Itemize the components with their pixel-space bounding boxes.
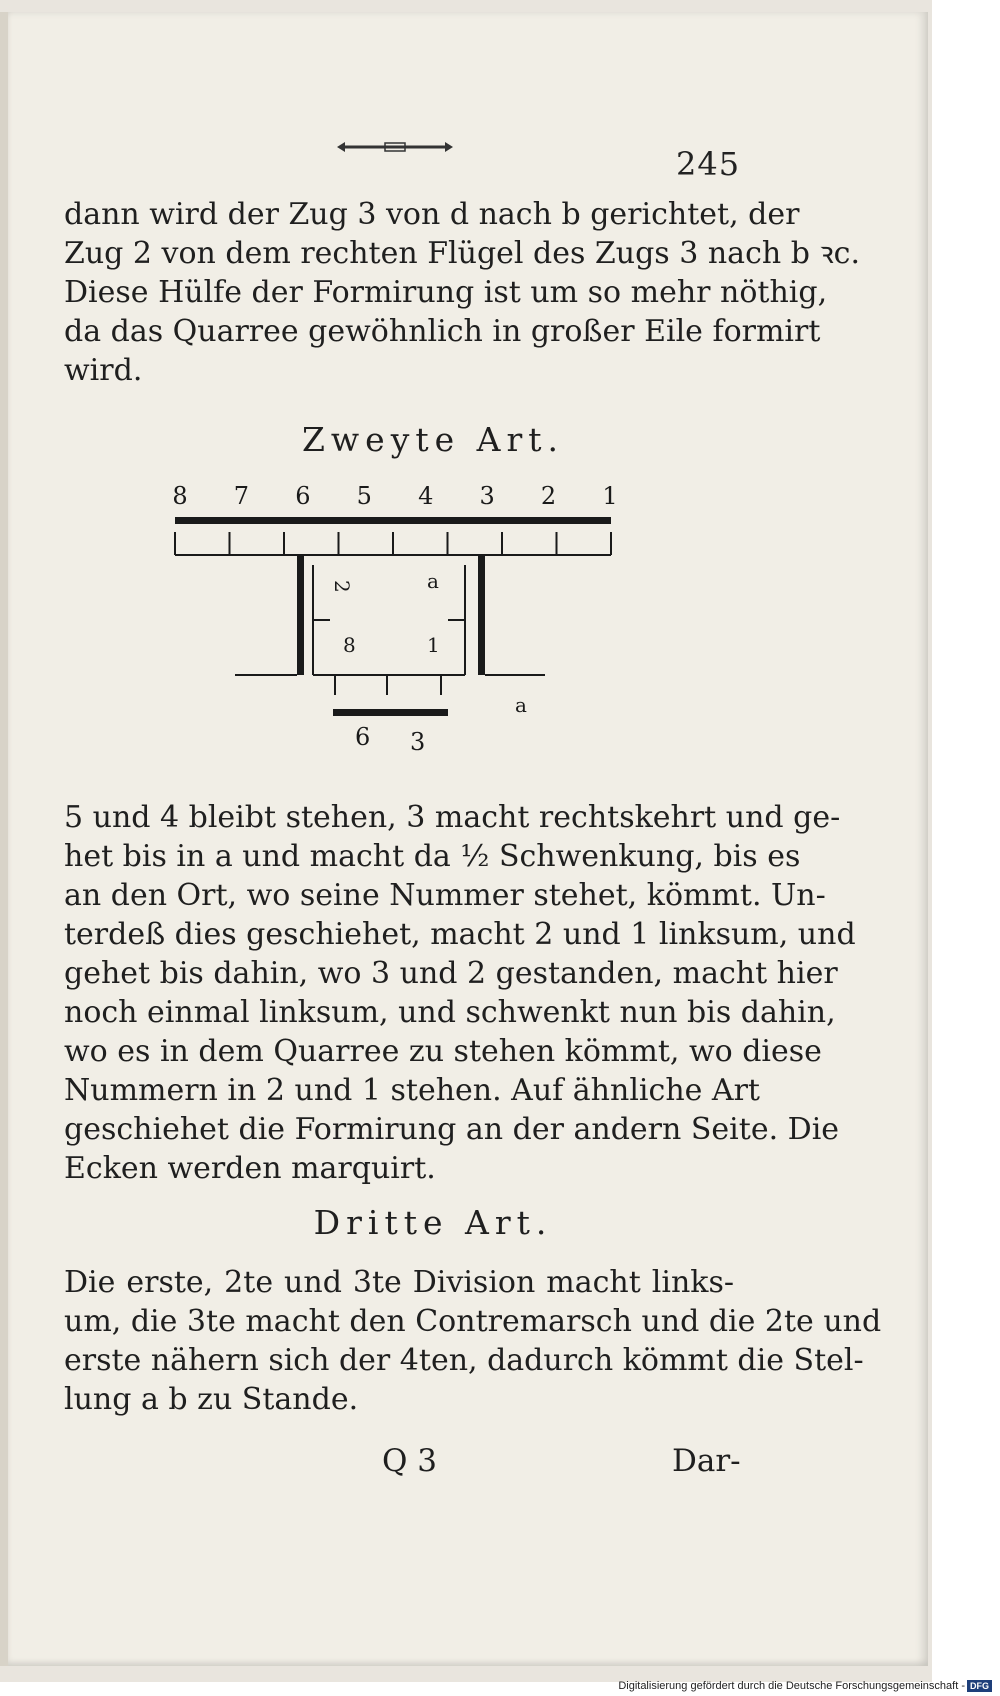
text-line: Zug 2 von dem rechten Flügel des Zugs 3 nach b ꝛc.	[64, 236, 861, 271]
inner-label: 8	[343, 633, 356, 657]
paragraph-2	[64, 798, 856, 1188]
text-line: Nummern in 2 und 1 stehen. Auf ähnliche Art	[64, 1073, 760, 1108]
dfg-footer	[618, 1680, 992, 1692]
text-line: lung a b zu Stande.	[64, 1382, 359, 1417]
right-thick-bar	[478, 555, 485, 675]
top-number: 7	[233, 482, 250, 510]
book-spine	[0, 12, 8, 1666]
text-line: 5 und 4 bleibt stehen, 3 macht rechtskehrt und ge-	[64, 800, 841, 835]
text-line: wo es in dem Quarree zu stehen kömmt, wo diese	[64, 1034, 822, 1069]
top-number: 4	[418, 482, 434, 510]
top-thick-bar	[175, 517, 611, 524]
text-line: um, die 3te macht den Contremarsch und die 2te und	[64, 1304, 882, 1339]
text-line: het bis in a und macht da ½ Schwenkung, bis es	[64, 839, 801, 874]
header-ornament	[335, 140, 455, 154]
bottom-number: 3	[410, 728, 426, 756]
text-line: Die erste, 2te und 3te Division macht links-	[64, 1265, 734, 1300]
top-number: 8	[172, 482, 188, 510]
top-number: 5	[356, 482, 372, 510]
text-line: wird.	[64, 353, 143, 388]
text-line: an den Ort, wo seine Nummer stehet, kömmt. Un-	[64, 878, 826, 913]
dfg-note: Digitalisierung gefördert durch die Deutsche Forschungsgemeinschaft -	[618, 1680, 965, 1692]
top-number: 6	[295, 482, 311, 510]
bottom-number: 6	[355, 723, 371, 751]
inner-label: a	[427, 569, 439, 593]
text-line: da das Quarree gewöhnlich in großer Eile formirt	[64, 314, 821, 349]
top-number: 2	[540, 482, 557, 510]
diagram-top-numbers	[172, 482, 617, 510]
heading-dritte-art: Dritte Art.	[313, 1203, 553, 1242]
signature-mark: Q 3	[382, 1443, 437, 1479]
dfg-logo: DFG	[967, 1680, 992, 1692]
text-line: gehet bis dahin, wo 3 und 2 gestanden, macht hier	[64, 956, 838, 991]
paragraph-3	[64, 1263, 882, 1419]
inner-label: 2	[330, 580, 354, 593]
bottom-thick-bar	[333, 709, 448, 716]
formation-diagram	[165, 480, 625, 760]
text-line: geschiehet die Formirung an der andern Seite. Die	[64, 1112, 840, 1147]
text-line: erste nähern sich der 4ten, dadurch kömmt die Stel-	[64, 1343, 864, 1378]
top-number: 1	[602, 482, 618, 510]
page-number: 245	[676, 145, 741, 183]
side-label: a	[515, 693, 527, 717]
text-line: terdeß dies geschiehet, macht 2 und 1 linksum, und	[64, 917, 856, 952]
text-line: Diese Hülfe der Formirung ist um so mehr nöthig,	[64, 275, 828, 310]
heading-zweyte-art: Zweyte Art.	[302, 420, 564, 459]
inner-label: 1	[427, 633, 440, 657]
text-line: noch einmal linksum, und schwenkt nun bis dahin,	[64, 995, 836, 1030]
left-thick-bar	[297, 555, 304, 675]
catchword: Dar-	[672, 1443, 741, 1479]
text-line: Ecken werden marquirt.	[64, 1151, 436, 1186]
top-ticks	[175, 532, 611, 555]
text-line: dann wird der Zug 3 von d nach b gerichtet, der	[64, 197, 800, 232]
paragraph-1	[64, 195, 861, 390]
top-number: 3	[479, 482, 495, 510]
